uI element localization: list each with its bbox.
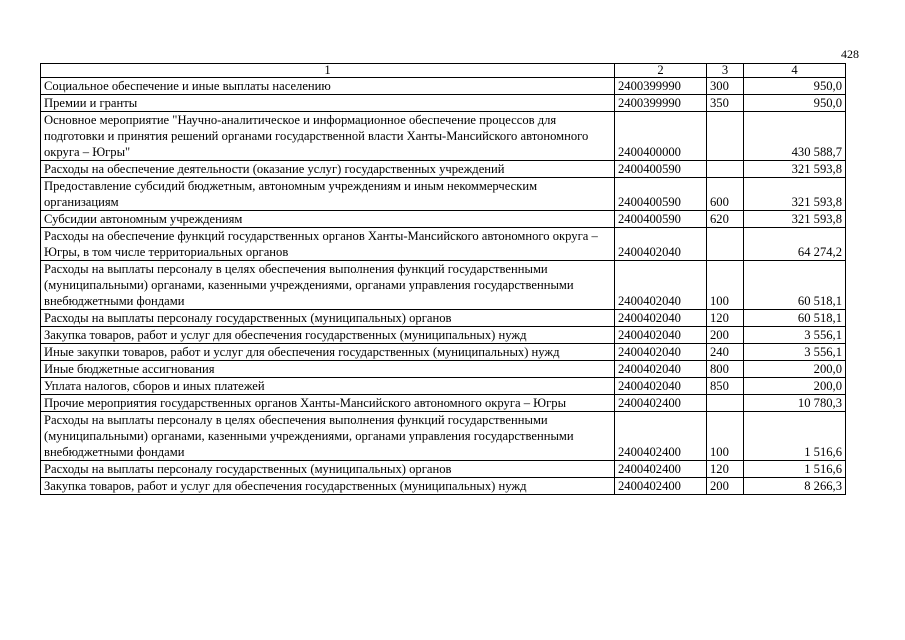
- row-vr: 120: [707, 461, 744, 478]
- row-name: Расходы на обеспечение деятельности (оказание услуг) государственных учреждений: [41, 161, 615, 178]
- row-code: 2400402040: [615, 261, 707, 310]
- table-row: [41, 112, 846, 161]
- row-vr: 300: [707, 78, 744, 95]
- table-row: [41, 161, 846, 178]
- row-code: 2400402040: [615, 228, 707, 261]
- row-amount: 200,0: [744, 378, 846, 395]
- budget-table: [40, 63, 846, 495]
- row-code: 2400400000: [615, 112, 707, 161]
- row-vr: [707, 112, 744, 161]
- row-amount: 321 593,8: [744, 211, 846, 228]
- row-amount: 60 518,1: [744, 261, 846, 310]
- row-vr: 620: [707, 211, 744, 228]
- table-row: [41, 228, 846, 261]
- row-amount: 10 780,3: [744, 395, 846, 412]
- table-row: [41, 395, 846, 412]
- page-number: 428: [841, 47, 859, 61]
- table-row: [41, 95, 846, 112]
- row-vr: 850: [707, 378, 744, 395]
- table-row: [41, 461, 846, 478]
- row-amount: 60 518,1: [744, 310, 846, 327]
- row-name: Иные закупки товаров, работ и услуг для обеспечения государственных (муниципальных) нужд: [41, 344, 615, 361]
- row-amount: 8 266,3: [744, 478, 846, 495]
- row-code: 2400399990: [615, 95, 707, 112]
- row-name: Расходы на выплаты персоналу государственных (муниципальных) органов: [41, 310, 615, 327]
- row-code: 2400400590: [615, 161, 707, 178]
- row-name: Расходы на выплаты персоналу в целях обеспечения выполнения функций государственными (муниципальными) органами, казенными учреждениями, органами управления государственными внебюджетными фондами: [41, 261, 615, 310]
- row-name: Закупка товаров, работ и услуг для обеспечения государственных (муниципальных) нужд: [41, 327, 615, 344]
- row-name: Социальное обеспечение и иные выплаты населению: [41, 78, 615, 95]
- table-row: [41, 178, 846, 211]
- row-amount: 3 556,1: [744, 327, 846, 344]
- table-row: [41, 378, 846, 395]
- row-vr: 120: [707, 310, 744, 327]
- table-row: [41, 478, 846, 495]
- row-name: Основное мероприятие "Научно-аналитическое и информационное обеспечение процессов для подготовки и принятия решений органами государственной власти Ханты-Мансийского автономного округа – Югры": [41, 112, 615, 161]
- row-code: 2400400590: [615, 178, 707, 211]
- row-amount: 321 593,8: [744, 161, 846, 178]
- table-row: [41, 327, 846, 344]
- row-code: 2400399990: [615, 78, 707, 95]
- row-vr: 100: [707, 261, 744, 310]
- row-vr: 600: [707, 178, 744, 211]
- row-amount: 430 588,7: [744, 112, 846, 161]
- row-name: Закупка товаров, работ и услуг для обеспечения государственных (муниципальных) нужд: [41, 478, 615, 495]
- row-vr: 200: [707, 478, 744, 495]
- row-code: 2400402040: [615, 327, 707, 344]
- row-vr: [707, 395, 744, 412]
- row-amount: 950,0: [744, 95, 846, 112]
- row-code: 2400402400: [615, 461, 707, 478]
- row-amount: 950,0: [744, 78, 846, 95]
- row-code: 2400400590: [615, 211, 707, 228]
- row-code: 2400402040: [615, 378, 707, 395]
- row-name: Премии и гранты: [41, 95, 615, 112]
- table-row: [41, 310, 846, 327]
- row-amount: 3 556,1: [744, 344, 846, 361]
- header-row: [41, 64, 846, 78]
- row-vr: 350: [707, 95, 744, 112]
- table-row: [41, 261, 846, 310]
- row-amount: 321 593,8: [744, 178, 846, 211]
- header-code: 2: [615, 64, 707, 78]
- header-name: 1: [41, 64, 615, 78]
- header-vr: 3: [707, 64, 744, 78]
- row-code: 2400402400: [615, 412, 707, 461]
- row-name: Субсидии автономным учреждениям: [41, 211, 615, 228]
- row-vr: 100: [707, 412, 744, 461]
- table-row: [41, 412, 846, 461]
- row-vr: [707, 228, 744, 261]
- row-name: Предоставление субсидий бюджетным, автономным учреждениям и иным некоммерческим организациям: [41, 178, 615, 211]
- row-name: Расходы на обеспечение функций государственных органов Ханты-Мансийского автономного округа – Югры, в том числе территориальных органов: [41, 228, 615, 261]
- row-code: 2400402400: [615, 478, 707, 495]
- row-name: Расходы на выплаты персоналу в целях обеспечения выполнения функций государственными (муниципальными) органами, казенными учреждениями, органами управления государственными внебюджетными фондами: [41, 412, 615, 461]
- row-name: Уплата налогов, сборов и иных платежей: [41, 378, 615, 395]
- row-code: 2400402040: [615, 310, 707, 327]
- row-amount: 1 516,6: [744, 461, 846, 478]
- row-amount: 1 516,6: [744, 412, 846, 461]
- row-vr: [707, 161, 744, 178]
- row-name: Прочие мероприятия государственных органов Ханты-Мансийского автономного округа – Югры: [41, 395, 615, 412]
- row-vr: 240: [707, 344, 744, 361]
- table-row: [41, 361, 846, 378]
- row-code: 2400402040: [615, 361, 707, 378]
- row-code: 2400402040: [615, 344, 707, 361]
- row-name: Расходы на выплаты персоналу государственных (муниципальных) органов: [41, 461, 615, 478]
- row-vr: 200: [707, 327, 744, 344]
- row-code: 2400402400: [615, 395, 707, 412]
- row-name: Иные бюджетные ассигнования: [41, 361, 615, 378]
- table-row: [41, 344, 846, 361]
- table-row: [41, 211, 846, 228]
- row-amount: 64 274,2: [744, 228, 846, 261]
- table-row: [41, 78, 846, 95]
- header-amount: 4: [744, 64, 846, 78]
- row-amount: 200,0: [744, 361, 846, 378]
- row-vr: 800: [707, 361, 744, 378]
